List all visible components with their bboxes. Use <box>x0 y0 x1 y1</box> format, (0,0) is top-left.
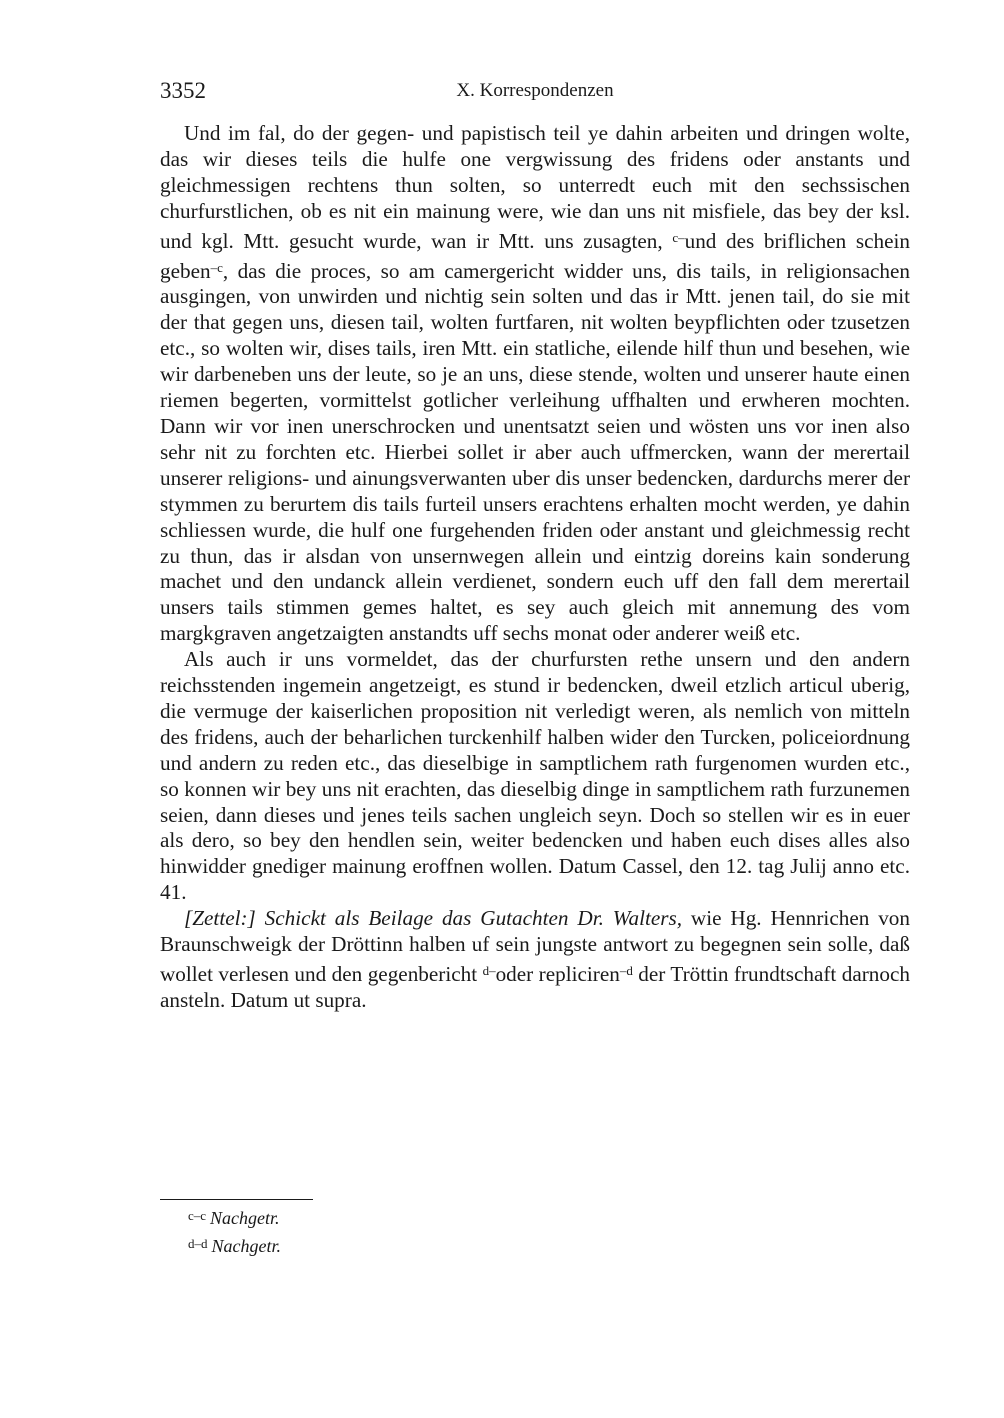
footnote-d <box>188 1231 281 1259</box>
footnote-ref-mark: c– <box>672 229 685 245</box>
paragraph-text: Als auch ir uns vormeldet, das der churfursten rethe unsern und den andern reichsstenden ingemein angetzeigt, es stund ir bedencken, dweil etzlich articul uberig, die vermuge der kaiserlichen proposition nit verledigt weren, als nemlich von mitteln des fridens, auch der beharlichen turckenhilf halben wider den Turcken, policeiordnung und andern zu reden etc., das dieselbige in samptlichem rath furgenomen wurden etc., so konnen wir bey uns nit erachten, das dieselbig dinge in samptlichem rath furzunemen seien, dann dieses und jenes teils sachen ungleich seyn. Doch so stellen wir es in euer als dero, so bey den hendlen sein, weiter bedencken und haben euch dises alles also hinwidder gnediger mainung eroffnen wollen. Datum Cassel, den 12. tag Julij anno etc. 41. <box>160 647 910 905</box>
footnote-text: Nachgetr. <box>211 1236 281 1256</box>
footnote-mark: d–d <box>188 1236 208 1251</box>
footnote-ref-mark: –c <box>210 259 223 275</box>
footnote-text: Nachgetr. <box>210 1208 280 1228</box>
paragraph-1 <box>160 121 910 647</box>
paragraph-text: oder repliciren <box>495 962 620 986</box>
page-number: 3352 <box>160 78 206 103</box>
footnote-mark: c–c <box>188 1208 207 1223</box>
page-header <box>160 78 910 108</box>
footnotes <box>188 1203 281 1259</box>
footnote-c <box>188 1203 281 1231</box>
running-head: X. Korrespondenzen <box>456 80 614 101</box>
paragraph-text: wie Hg. Hennrichen von Braunschweigk der Dröttinn halben uf sein jungste antwort zu begegnen sein solle, daß wollet verlesen und den gegenbericht <box>160 906 910 986</box>
footnote-ref-mark: –d <box>619 963 633 978</box>
paragraph-text: , das die proces, so am camergericht widder uns, dis tails, in religionsachen ausgingen, von unwirden und nichtig sein solten und das ir Mtt. jenen tail, do sie mit der that gegen uns, diesen tail, wolten furtfaren, nit wolten beypflichten oder tzusetzen etc., so wolten wir, dises tails, iren Mtt. ein statliche, eilende hilf thun und besehen, wie wir darbeneben uns der leute, so je an uns, diese stende, wolten und unserer haute einen riemen begerten, vormittelst gotlicher verleihung uffhalten und erwheren mochten. Dann wir vor inen unerschrocken und unentsatzt seien und wösten uns vor inen also sehr nit zu forchten etc. Hierbei sollet ir aber auch uffmercken, wann der merertail unserer religions- und ainungsverwanten uber dis unser bedencken, dardurchs merer der stymmen zu berurtem dis tails furteil unsers erachtens erhalten mocht werden, ye dahin schliessen wurde, die hulf one furgehenden friden oder anstant und gleichmessig recht zu thun, das ir alsdan von unsernwegen allein und eintzig doreins kain sonderung machet und den undanck allein verdienet, sondern euch uff den fall dem merertail unsers tails stimmen gemes haltet, es sey auch gleich mit annemung des vom margkgraven angetzaigten anstandts uff sechs monat oder anderer weiß etc. <box>160 258 910 646</box>
paragraph-text: der Tröttin frundtschaft darnoch ansteln. Datum ut supra. <box>160 962 910 1012</box>
editorial-italic-text: [Zettel:] Schickt als Beilage das Gutachten Dr. Walters, <box>184 906 683 931</box>
body-text <box>160 121 910 1014</box>
footnote-ref-mark: d– <box>482 963 496 978</box>
paragraph-text: Und im fal, do der gegen- und papistisch teil ye dahin arbeiten und dringen wolte, das wir dieses teils die hulfe one vergwissung des fridens oder anstants und gleichmessigen rechtens thun solten, so unterredt euch mit den sechssischen churfurstlichen, ob es nit ein mainung were, wie dan uns nit misfiele, das bey der ksl. und kgl. Mtt. gesucht wurde, wan ir Mtt. uns zusagten, <box>160 121 910 253</box>
paragraph-2 <box>160 647 910 906</box>
footnote-divider <box>160 1199 313 1200</box>
paragraph-text: und des briflichen schein geben <box>160 228 910 283</box>
paragraph-3 <box>160 906 910 1014</box>
